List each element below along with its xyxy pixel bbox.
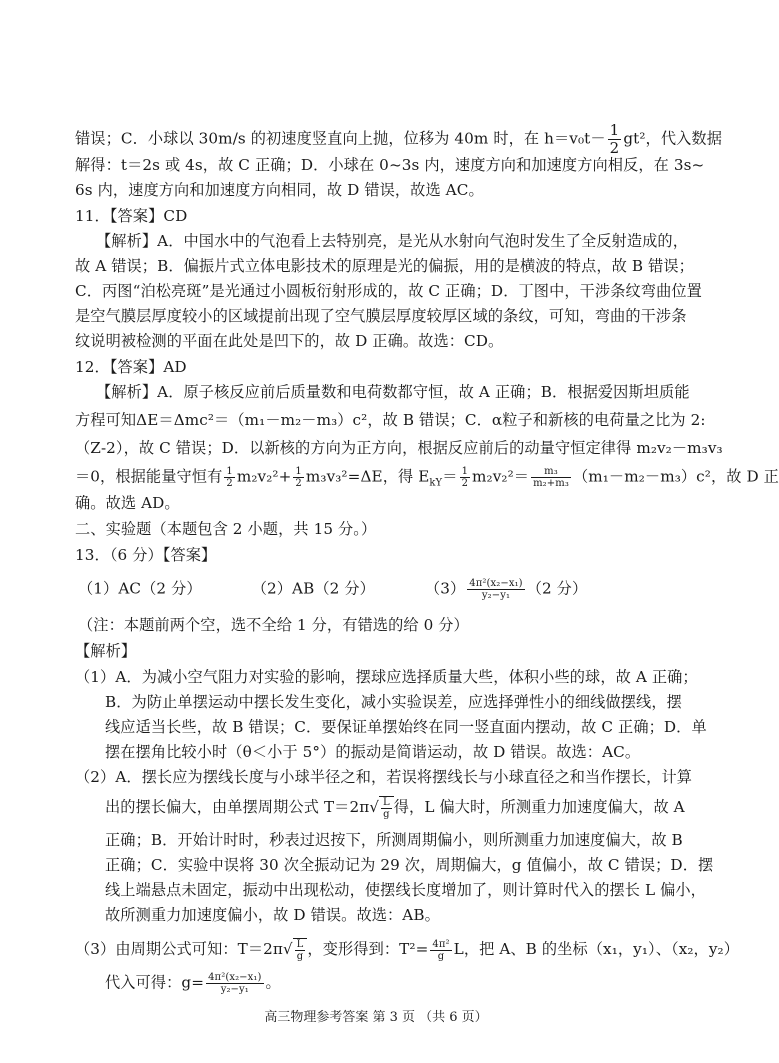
- text-line: 故所测重力加速度偏小，故 D 错误。故选：AB。: [105, 906, 440, 924]
- text-line: 摆在摆角比较小时（θ＜小于 5°）的振动是简谐运动，故 D 错误。故选：AC。: [105, 743, 641, 761]
- text-line: ＝0，根据能量守恒有 $\frac{1}{2}$ m₂v₂²+ $\frac{1}{2}$ m₃v₃²=ΔE，得 $E_{kY}=$ $\frac{1}{2}$ m₂v₂²＝ $\frac{\text{m₃}}{\text{m₂+m₃}}$ （m₁－m₂－m₃）c²，故 D 正: [75, 466, 779, 489]
- text-line: （2）A．摆长应为摆线长度与小球半径之和，若误将摆线长与小球直径之和当作摆长，计算: [75, 768, 693, 786]
- text-line: 纹说明被检测的平面在此处是凹下的，故 D 正确。故选：CD。: [75, 332, 504, 350]
- text-line: 方程可知ΔE＝Δmc²＝（m₁－m₂－m₃）c²，故 B 错误；C．α粒子和新核的电荷量之比为 2:: [75, 411, 706, 429]
- text-line: 故 A 错误；B．偏振片式立体电影技术的原理是光的偏振，用的是横波的特点，故 B 错误；: [75, 257, 694, 275]
- answer-heading: 13．（6 分）【答案】: [75, 546, 217, 564]
- text-line: （1）A．为减小空气阻力对实验的影响，摆球应选择质量大些，体积小些的球，故 A 正确；: [75, 668, 698, 686]
- fraction-answer: $\frac{\text{4π²(x₂−x₁)}}{\text{y₂−y₁}}$: [469, 578, 523, 601]
- text-line: 错误；C．小球以 30m/s 的初速度竖直向上抛，位移为 40m 时，在 h＝v₀t－ $\frac{1}{2}$ gt²，代入数据: [75, 121, 722, 157]
- text-line: 线上端悬点未固定，振动中出现松动，使摆线长度增加了，则计算时代入的摆长 L 偏小，: [105, 881, 706, 899]
- text-line: （Z-2），故 C 错误；D．以新核的方向为正方向，根据反应前后的动量守恒定律得 m₂v₂－m₃v₃: [75, 439, 723, 457]
- text-line: 正确；B．开始计时时，秒表过迟按下，所测周期偏小，则所测重力加速度偏大，故 B: [105, 831, 683, 849]
- text-line: 正确；C．实验中误将 30 次全振动记为 29 次，周期偏大，g 值偏小，故 C 错误；D．摆: [105, 856, 714, 874]
- text-line: 是空气膜层厚度较小的区域提前出现了空气膜层厚度较厚区域的条纹，可知，弯曲的干涉条: [75, 307, 687, 325]
- text-line: （3）由周期公式可知：T＝2π√ $\frac{L}{g}$ ，变形得到：T²= $\frac{\text{4π²}}{g}$ L，把 A、B 的坐标（x₁，y₁）、（x₂，y₂）: [75, 938, 739, 962]
- answer-heading: 11．【答案】CD: [75, 207, 188, 225]
- text-line: 6s 内，速度方向和加速度方向相同，故 D 错误，故选 AC。: [75, 181, 484, 199]
- text-line: 代入可得：g= $\frac{\text{4π²(x₂−x₁)}}{\text{y₂−y₁}}$ 。: [105, 972, 281, 995]
- fraction-m3: $\frac{\text{m₃}}{\text{m₂+m₃}}$: [533, 466, 569, 489]
- text-line: 【解析】A．原子核反应前后质量数和电荷数都守恒，故 A 正确；B．根据爱因斯坦质能: [96, 383, 690, 401]
- answer-line: （1）AC（2 分） （2）AB（2 分） （3） $\frac{\text{4π²(x₂−x₁)}}{\text{y₂−y₁}}$ （2 分）: [78, 578, 588, 601]
- note-line: （注：本题前两个空，选不全给 1 分，有错选的给 0 分）: [78, 616, 469, 634]
- text-line: 线应适当长些，故 B 错误；C．要保证单摆始终在同一竖直面内摆动，故 C 正确；D．单: [105, 718, 707, 736]
- text-line: 出的摆长偏大，由单摆周期公式 T＝2π√ $\frac{L}{g}$ 得，L 偏大时，所测重力加速度偏大，故 A: [105, 797, 685, 820]
- page-footer: 高三物理参考答案 第 3 页 （共 6 页）: [264, 1010, 488, 1025]
- text-line: 【解析】A．中国水中的气泡看上去特别亮，是光从水射向气泡时发生了全反射造成的，: [96, 232, 688, 250]
- answer-heading: 12．【答案】AD: [75, 358, 187, 376]
- text-line: C．丙图“泊松亮斑”是光通过小圆板衍射形成的，故 C 正确；D．丁图中，干涉条纹弯曲位置: [75, 282, 702, 300]
- text-line: 解得：t＝2s 或 4s，故 C 正确；D．小球在 0~3s 内，速度方向和加速度方向相反，在 3s~: [75, 156, 705, 174]
- text-line: B．为防止单摆运动中摆长发生变化，减小实验误差，应选择弹性小的细线做摆线，摆: [105, 693, 682, 711]
- fraction-4pi2-g: $\frac{\text{4π²}}{g}$: [432, 938, 450, 962]
- fraction-half: $\frac{1}{2}$: [609, 121, 620, 157]
- analysis-heading: 【解析】: [75, 642, 137, 660]
- section-heading: 二、实验题（本题包含 2 小题，共 15 分。）: [75, 520, 377, 538]
- sqrt-L-over-g: √ $\frac{L}{g}$: [369, 796, 393, 820]
- text-line: 确。故选 AD。: [75, 494, 180, 512]
